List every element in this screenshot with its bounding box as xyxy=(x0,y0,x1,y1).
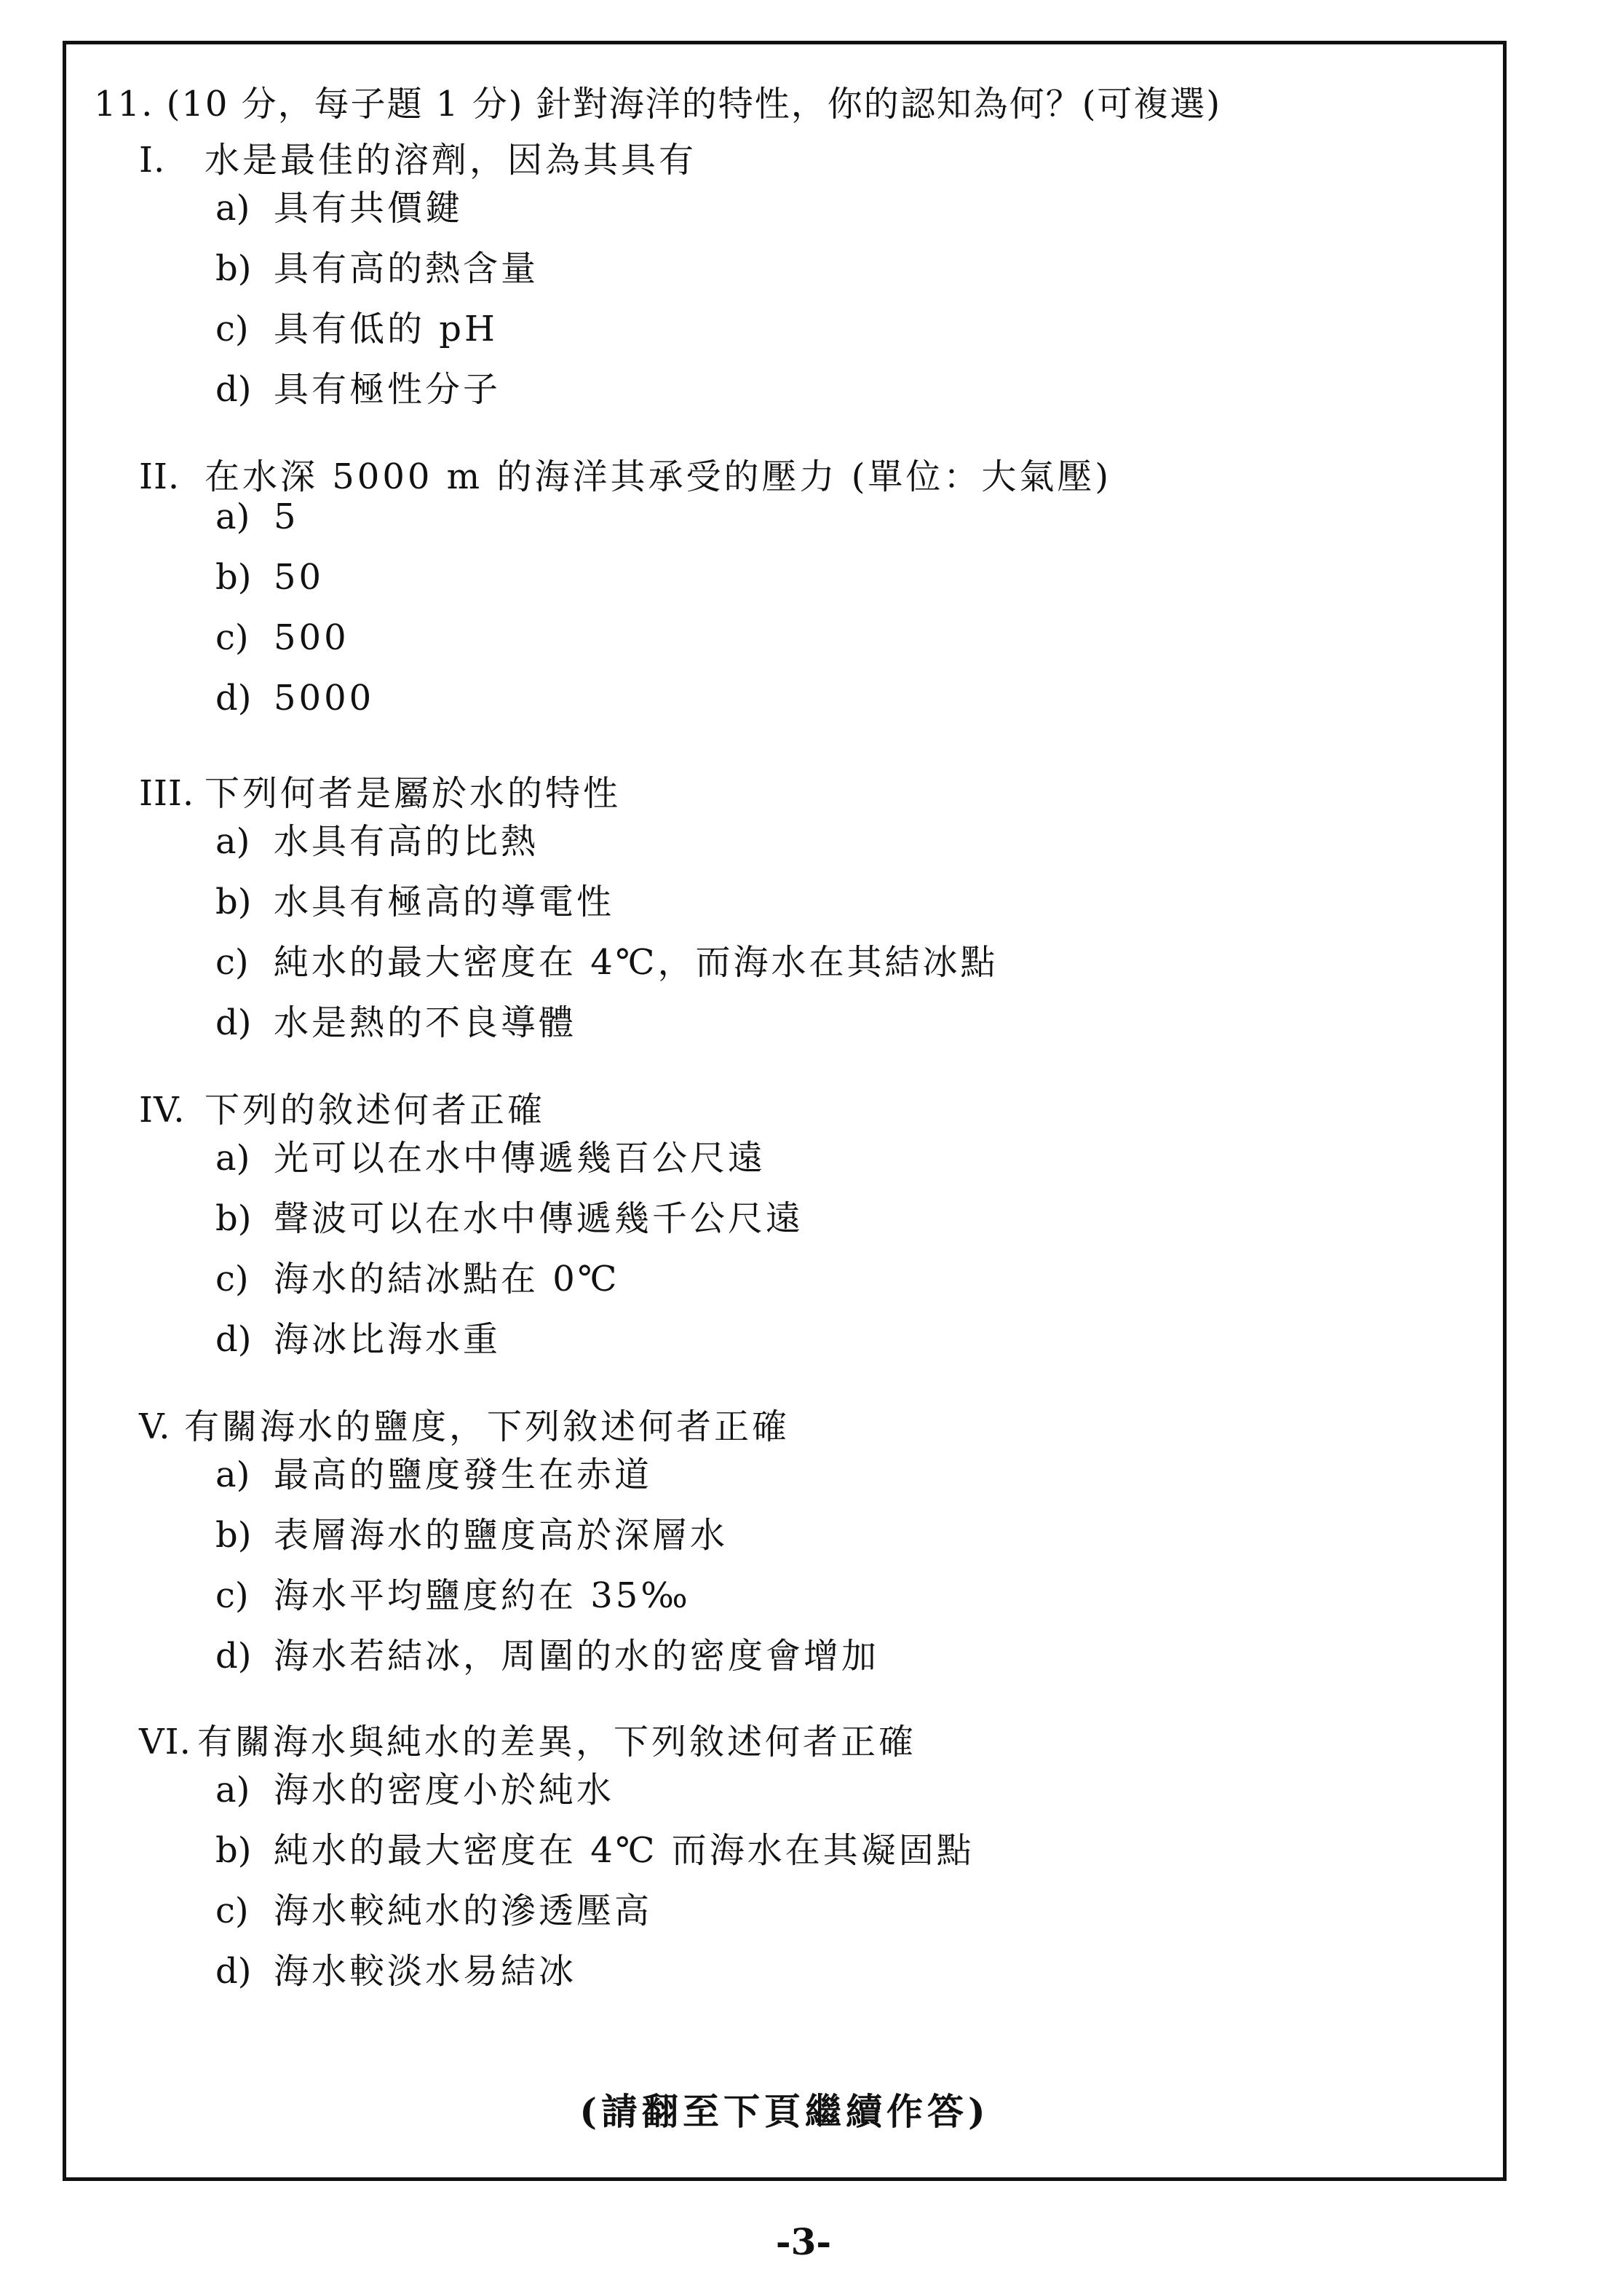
option-text: 具有低的 pH xyxy=(274,309,498,349)
option-text: 水具有高的比熱 xyxy=(274,821,539,862)
option-label: c) xyxy=(215,1575,249,1616)
option-a[interactable] xyxy=(215,1762,975,1822)
option-label: c) xyxy=(215,1259,249,1299)
option-list xyxy=(215,1446,879,1688)
option-label: c) xyxy=(215,617,249,658)
option-label: b) xyxy=(215,882,252,922)
option-text: 50 xyxy=(274,557,325,598)
subquestion-stem-line xyxy=(139,1714,975,1762)
subquestion-numeral: III. xyxy=(139,773,195,814)
option-label: b) xyxy=(215,1515,252,1556)
page-number: -3- xyxy=(775,2220,832,2263)
option-d[interactable] xyxy=(215,1943,975,2003)
subquestion-stem: 下列的敘述何者正確 xyxy=(205,1090,546,1131)
subquestion-stem-line xyxy=(139,132,697,180)
continue-next-page-note: (請翻至下頁繼續作答) xyxy=(579,2090,990,2133)
option-label: b) xyxy=(215,557,252,598)
subquestion-2 xyxy=(139,448,1111,738)
option-text: 聲波可以在水中傳遞幾千公尺遠 xyxy=(274,1198,804,1239)
option-c[interactable] xyxy=(215,301,697,361)
option-text: 海水的密度小於純水 xyxy=(274,1770,615,1810)
option-b[interactable] xyxy=(215,1507,879,1567)
option-label: d) xyxy=(215,369,252,410)
option-a[interactable] xyxy=(215,1130,804,1190)
option-text: 500 xyxy=(274,617,349,658)
option-text: 海水平均鹽度約在 35‰ xyxy=(274,1575,691,1616)
option-list xyxy=(215,1762,975,2003)
option-d[interactable] xyxy=(215,361,697,421)
option-a[interactable] xyxy=(215,180,697,240)
option-label: d) xyxy=(215,1636,252,1677)
subquestion-4 xyxy=(139,1082,804,1371)
option-text: 純水的最大密度在 4℃，而海水在其結冰點 xyxy=(274,942,999,983)
subquestion-stem-line xyxy=(139,765,999,813)
subquestion-stem-line xyxy=(139,1398,879,1446)
subquestion-stem-line xyxy=(139,448,1111,496)
option-text: 海冰比海水重 xyxy=(274,1319,501,1360)
subquestion-stem: 在水深 5000 m 的海洋其承受的壓力 (單位：大氣壓) xyxy=(205,456,1112,497)
option-label: d) xyxy=(215,1951,252,1992)
option-label: a) xyxy=(215,821,250,862)
option-a[interactable] xyxy=(215,496,1111,557)
option-label: b) xyxy=(215,1830,252,1871)
subquestion-numeral: II. xyxy=(139,456,180,497)
option-list xyxy=(215,496,1111,738)
option-label: a) xyxy=(215,188,250,229)
option-text: 具有極性分子 xyxy=(274,369,501,410)
option-d[interactable] xyxy=(215,678,1111,738)
option-c[interactable] xyxy=(215,1567,879,1628)
option-b[interactable] xyxy=(215,240,697,301)
subquestion-3 xyxy=(139,765,999,1055)
option-c[interactable] xyxy=(215,934,999,994)
option-text: 海水較純水的滲透壓高 xyxy=(274,1891,653,1931)
subquestion-numeral: IV. xyxy=(139,1090,186,1131)
question-title: 11. (10 分，每子題 1 分) 針對海洋的特性，你的認知為何？(可複選) xyxy=(94,84,1222,124)
option-label: d) xyxy=(215,678,252,719)
subquestion-5 xyxy=(139,1398,879,1688)
option-text: 海水較淡水易結冰 xyxy=(274,1951,577,1992)
subquestion-numeral: I. xyxy=(139,140,166,181)
option-label: d) xyxy=(215,1002,252,1043)
option-d[interactable] xyxy=(215,994,999,1055)
option-b[interactable] xyxy=(215,874,999,934)
option-a[interactable] xyxy=(215,813,999,874)
option-text: 5 xyxy=(274,496,299,537)
option-text: 光可以在水中傳遞幾百公尺遠 xyxy=(274,1138,766,1179)
option-text: 具有共價鍵 xyxy=(274,188,464,229)
option-label: a) xyxy=(215,1454,250,1495)
option-b[interactable] xyxy=(215,1190,804,1251)
option-d[interactable] xyxy=(215,1628,879,1688)
subquestion-numeral: VI. xyxy=(139,1722,191,1762)
option-c[interactable] xyxy=(215,1883,975,1943)
option-c[interactable] xyxy=(215,1251,804,1311)
option-text: 海水若結冰，周圍的水的密度會增加 xyxy=(274,1636,880,1677)
option-text: 純水的最大密度在 4℃ 而海水在其凝固點 xyxy=(274,1830,975,1871)
option-list xyxy=(215,180,697,421)
option-label: c) xyxy=(215,942,249,983)
option-text: 具有高的熱含量 xyxy=(274,248,539,289)
option-label: b) xyxy=(215,248,252,289)
option-text: 5000 xyxy=(274,678,375,719)
option-text: 表層海水的鹽度高於深層水 xyxy=(274,1515,729,1556)
option-label: a) xyxy=(215,496,250,537)
option-text: 水具有極高的導電性 xyxy=(274,882,615,922)
subquestion-stem-line xyxy=(139,1082,804,1130)
subquestion-numeral: V. xyxy=(139,1406,171,1447)
option-list xyxy=(215,1130,804,1371)
option-label: c) xyxy=(215,1891,249,1931)
subquestion-stem: 下列何者是屬於水的特性 xyxy=(205,773,622,814)
subquestion-stem: 水是最佳的溶劑，因為其具有 xyxy=(205,140,697,181)
option-label: a) xyxy=(215,1770,250,1810)
option-b[interactable] xyxy=(215,557,1111,617)
option-label: d) xyxy=(215,1319,252,1360)
subquestion-1 xyxy=(139,132,697,421)
option-a[interactable] xyxy=(215,1446,879,1507)
option-list xyxy=(215,813,999,1055)
option-label: a) xyxy=(215,1138,250,1179)
option-label: c) xyxy=(215,309,249,349)
option-text: 水是熱的不良導體 xyxy=(274,1002,577,1043)
option-d[interactable] xyxy=(215,1311,804,1371)
option-text: 最高的鹽度發生在赤道 xyxy=(274,1454,653,1495)
subquestion-stem: 有關海水的鹽度，下列敘述何者正確 xyxy=(184,1406,790,1447)
option-b[interactable] xyxy=(215,1822,975,1883)
option-text: 海水的結冰點在 0℃ xyxy=(274,1259,620,1299)
subquestion-stem: 有關海水與純水的差異，下列敘述何者正確 xyxy=(197,1722,917,1762)
subquestion-6 xyxy=(139,1714,975,2003)
option-label: b) xyxy=(215,1198,252,1239)
question-frame xyxy=(63,41,1507,2181)
option-c[interactable] xyxy=(215,617,1111,678)
